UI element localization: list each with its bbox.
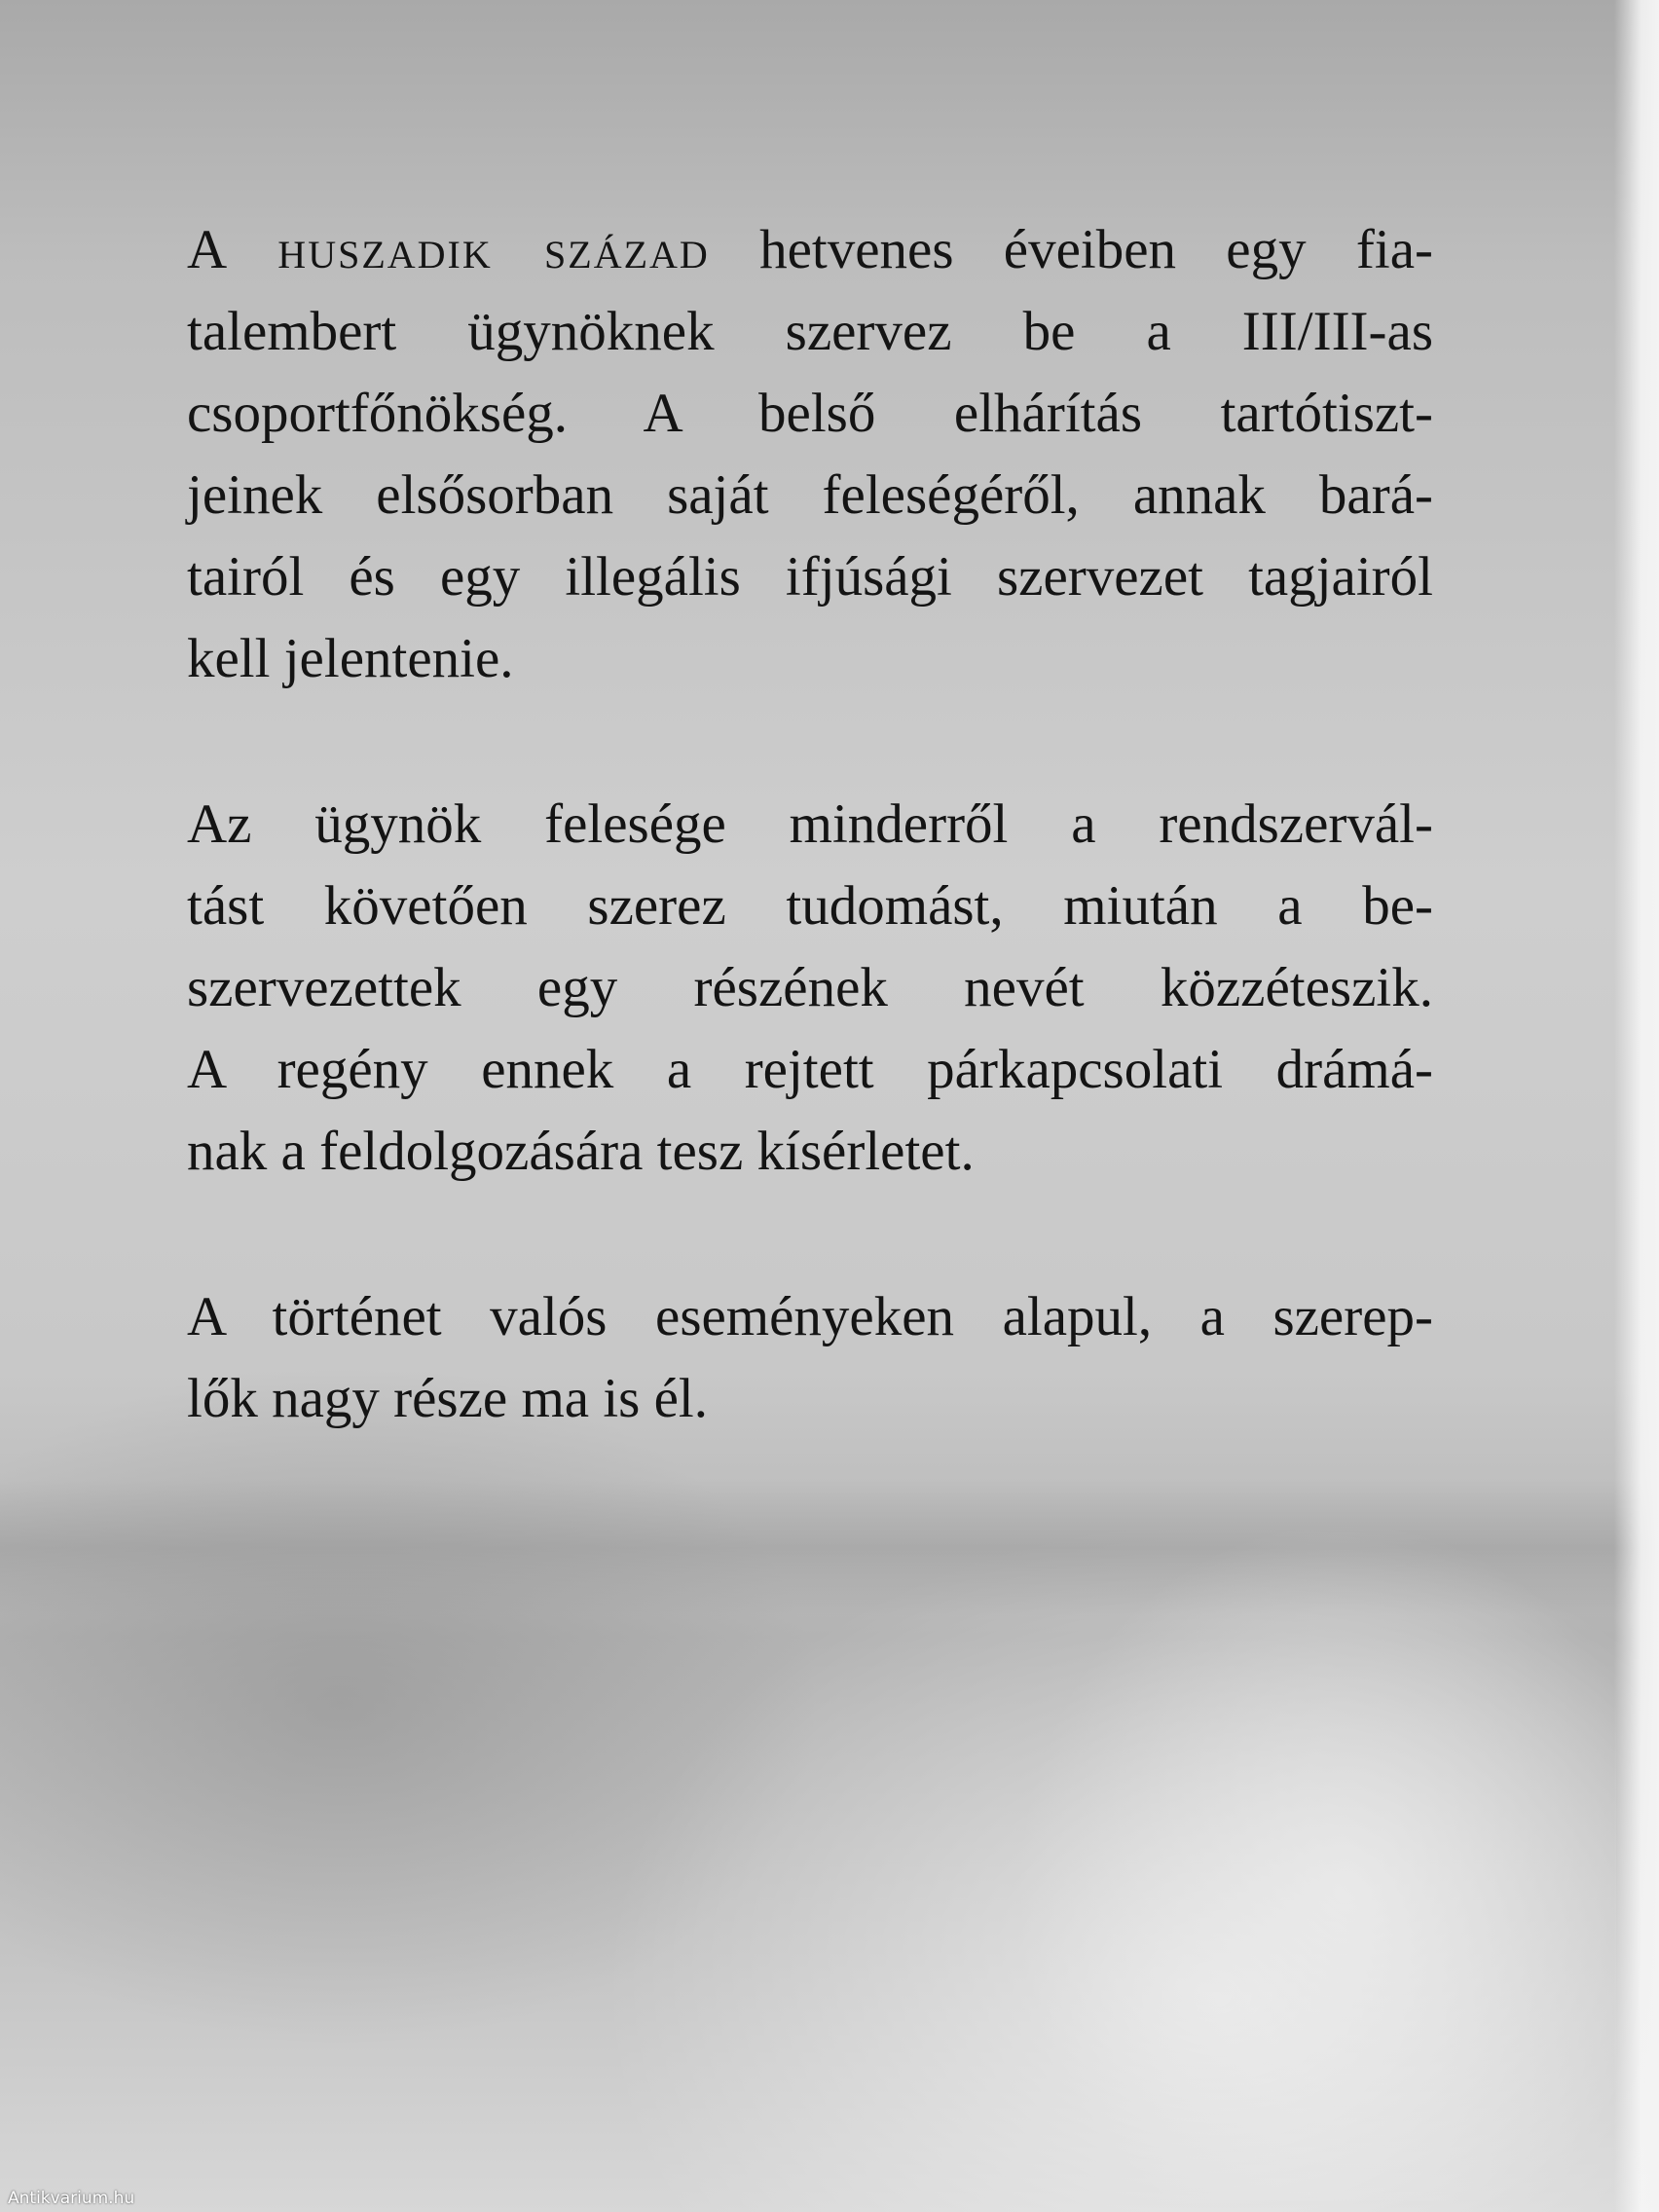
text-line: kell jelentenie. [187, 628, 514, 689]
text-line: tairól és egy illegális ifjúsági szervezet tagjairól [187, 546, 1433, 608]
paragraph-2 [187, 784, 1433, 1193]
text-line: csoportfőnökség. A belső elhárítás tartótiszt- [187, 383, 1433, 444]
smallcaps-opening: A huszadik század [187, 219, 710, 280]
text-line: Az ügynök felesége minderről a rendszervál- [187, 793, 1433, 855]
text-line [187, 209, 1433, 291]
text-line: talembert ügynöknek szervez be a III/III-as [187, 301, 1433, 362]
text-line: szervezettek egy részének nevét közzéteszik. [187, 957, 1433, 1018]
paragraph-3 [187, 1276, 1433, 1440]
text-line: tást követően szerez tudomást, miután a be- [187, 875, 1433, 937]
text-line: lők nagy része ma is él. [187, 1368, 708, 1429]
text-line: nak a feldolgozására tesz kísérletet. [187, 1121, 975, 1182]
background-light-patch [1013, 1519, 1616, 2200]
text-line: A történet valós eseményeken alapul, a szerep- [187, 1286, 1433, 1347]
paragraph-1 [187, 209, 1433, 700]
page-edge [1614, 0, 1659, 2212]
text-line-rest: hetvenes éveiben egy fia- [709, 219, 1433, 280]
blurb-text [187, 209, 1433, 1524]
text-line: jeinek elsősorban saját feleségéről, annak bará- [187, 464, 1433, 526]
watermark: Antikvarium.hu [8, 2189, 135, 2208]
text-line: A regény ennek a rejtett párkapcsolati drámá- [187, 1039, 1433, 1100]
